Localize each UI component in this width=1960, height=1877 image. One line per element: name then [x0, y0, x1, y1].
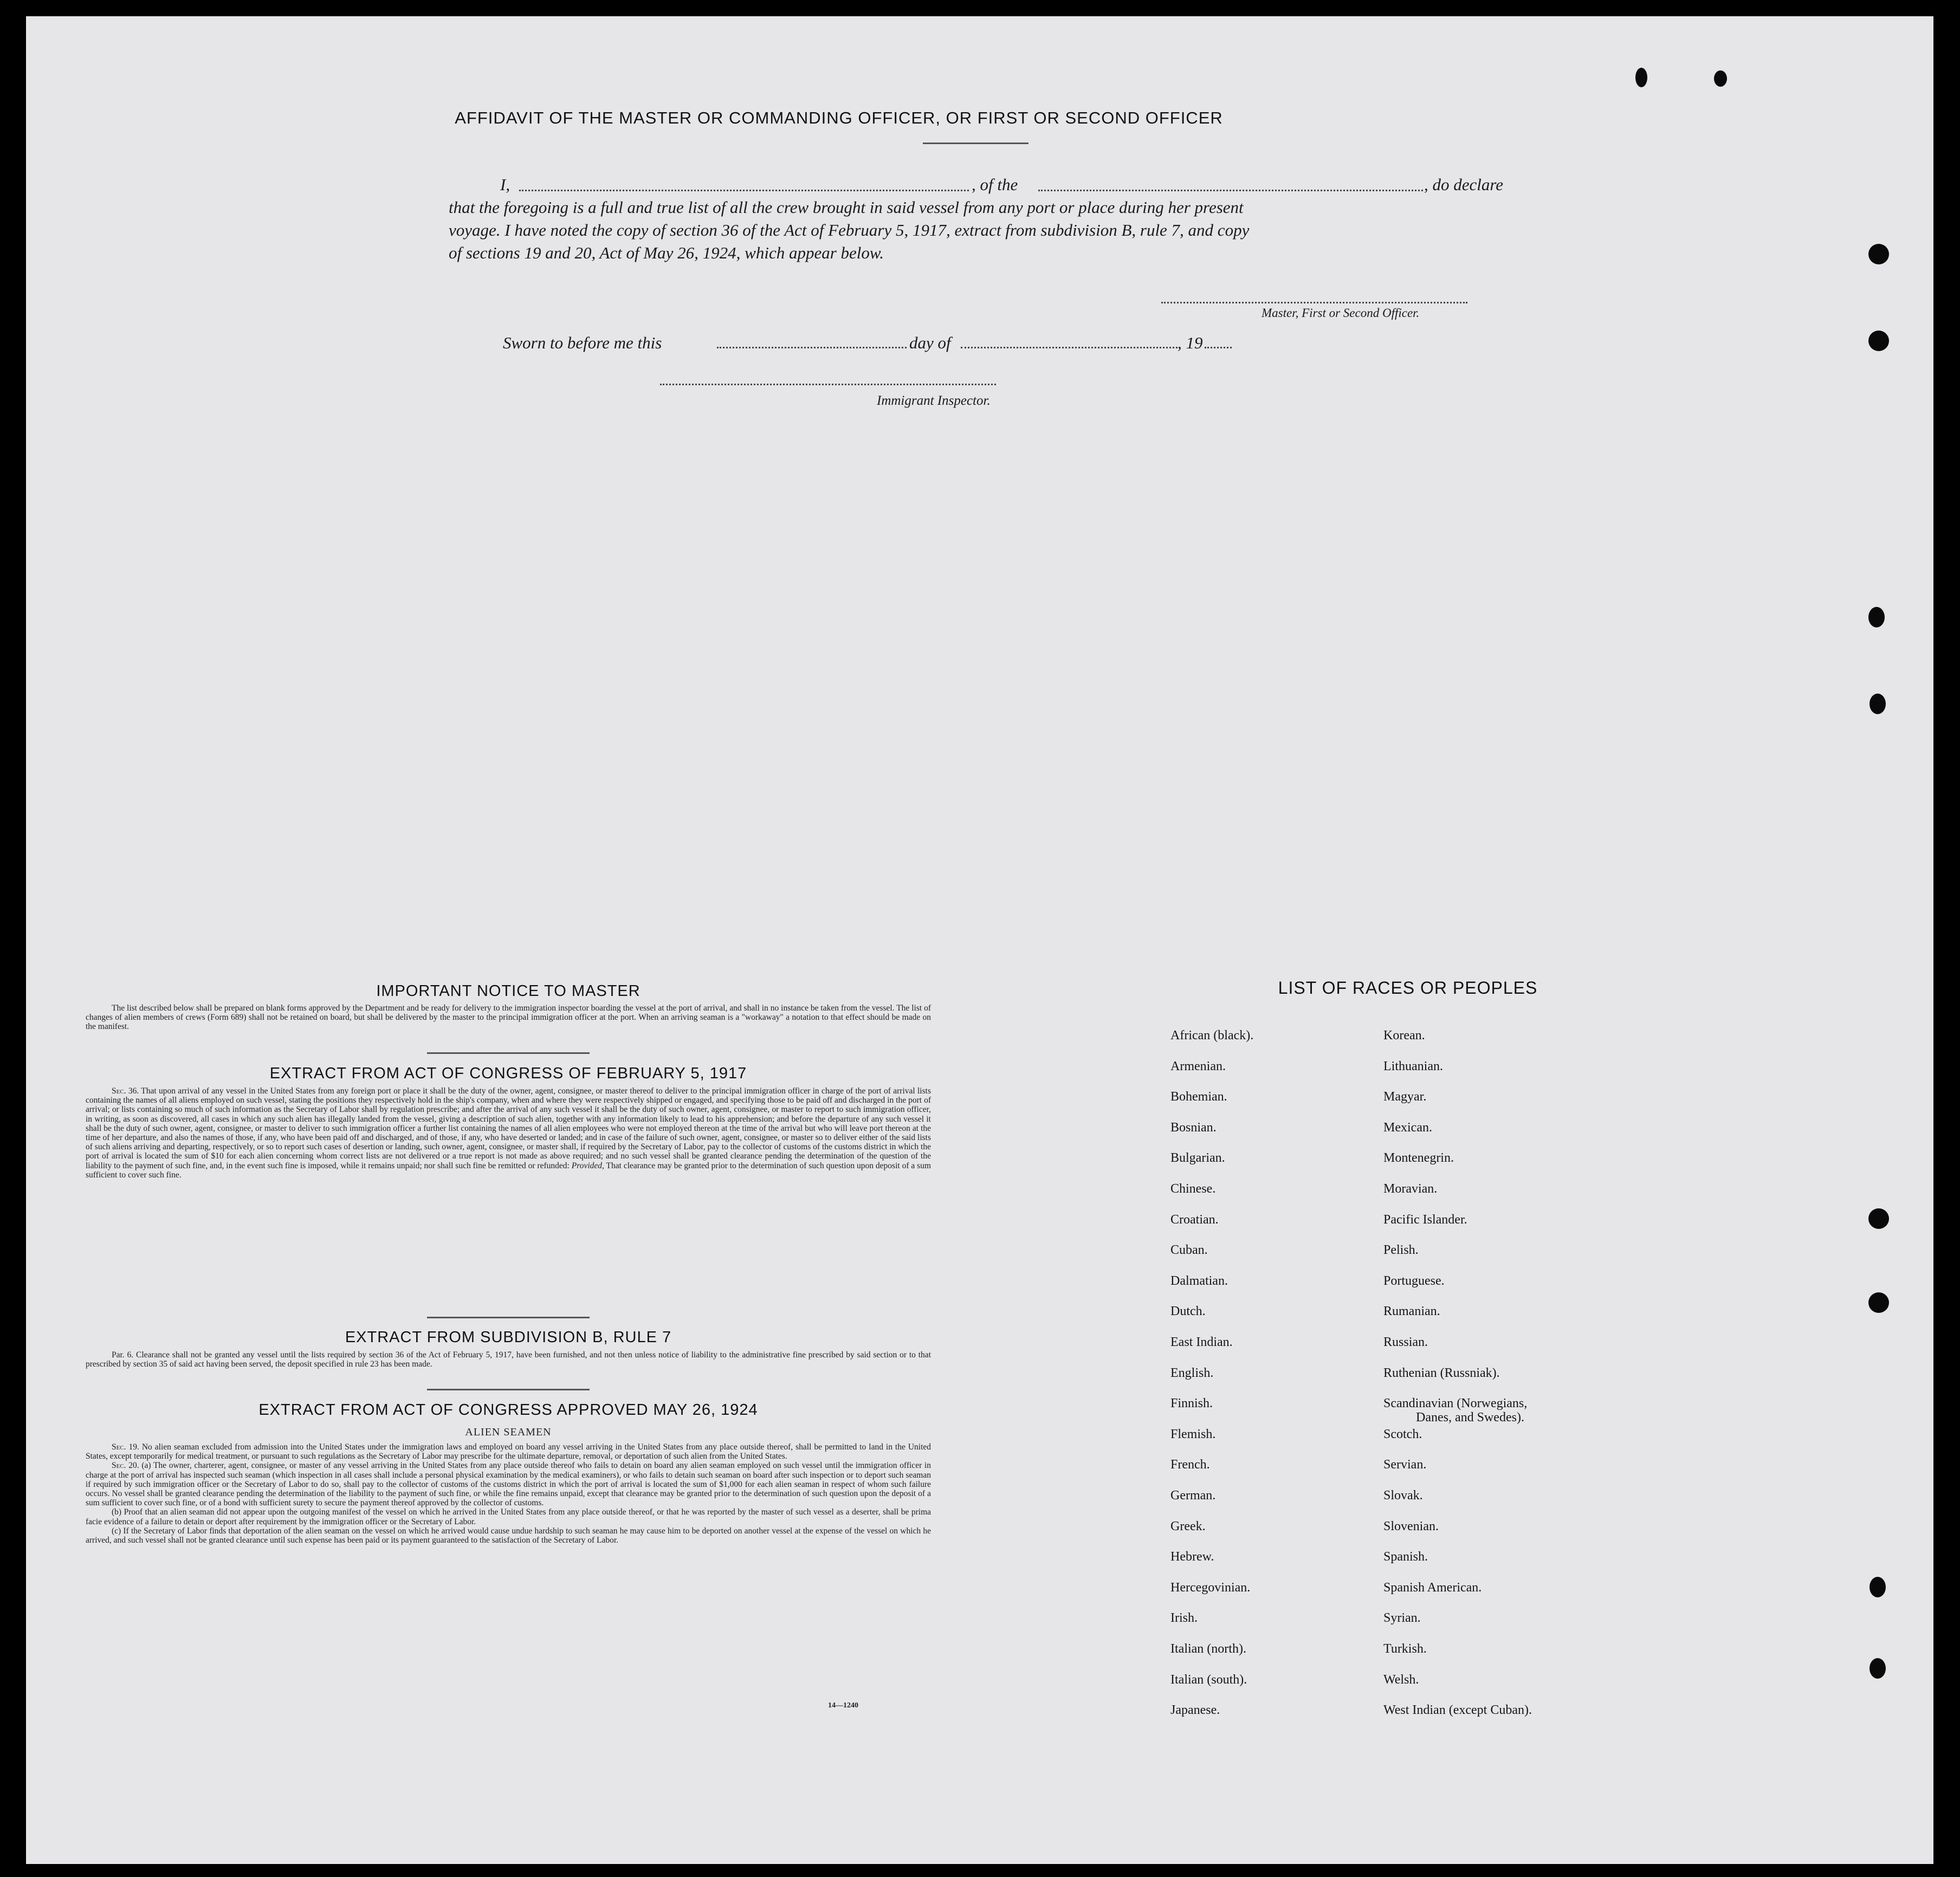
punch-hole [1868, 244, 1889, 264]
affidavit-of-the: , of the [972, 175, 1018, 194]
race-item: Bulgarian. [1170, 1151, 1225, 1165]
master-signature-line[interactable] [1161, 302, 1467, 303]
sworn-year-field[interactable] [1205, 347, 1232, 348]
race-item: Lithuanian. [1383, 1059, 1443, 1073]
sworn-day-field[interactable] [717, 347, 907, 348]
race-item: English. [1170, 1366, 1214, 1380]
punch-hole [1870, 1658, 1886, 1679]
affidavit-line2: that the foregoing is a full and true list of all the crew brought in said vessel from any port or place during her present [449, 198, 1244, 217]
divider [427, 1317, 590, 1318]
race-item: Slovenian. [1383, 1519, 1439, 1533]
document-page [26, 16, 1933, 1864]
race-item: Montenegrin. [1383, 1151, 1454, 1165]
sworn-prefix: Sworn to before me this [503, 333, 662, 352]
race-item: Croatian. [1170, 1213, 1219, 1227]
race-item: Greek. [1170, 1519, 1206, 1533]
punch-hole [1868, 331, 1889, 351]
name-field[interactable] [519, 190, 969, 191]
race-item: French. [1170, 1458, 1210, 1472]
punch-hole [1868, 607, 1885, 627]
notice-title: IMPORTANT NOTICE TO MASTER [376, 982, 641, 1000]
race-item: Moravian. [1383, 1182, 1438, 1196]
race-item: Spanish American. [1383, 1581, 1482, 1595]
sworn-month-field[interactable] [961, 347, 1178, 348]
punch-hole [1868, 1208, 1889, 1229]
extract-1924-title: EXTRACT FROM ACT OF CONGRESS APPROVED MAY 26, 1924 [258, 1401, 758, 1419]
inspector-signature-line[interactable] [660, 384, 996, 385]
punch-hole [1714, 70, 1727, 87]
race-item: Hebrew. [1170, 1550, 1214, 1564]
title-underline [923, 143, 1028, 144]
extract-1924-body: Sec. 19. No alien seaman excluded from admission into the United States under the immigration laws and employed on board any vessel arriving in the United States from any place outside thereof, shall be permitted to land in the United States, except temporarily for medical treatment, or pursuant to such regulations as the Secretary of Labor may prescribe for the ultimate departure, removal, or deportation of such alien from the United States. Sec. 20. (a) The owner, charterer, agent, consignee, or master of any vessel arriving in the United States from any place outside thereof who fails to detain on board any alien seaman employed on such vessel until the immigration officer in charge at the port of arrival has inspected such seaman (which inspection in all cases shall include a personal physical examination by the medical examiners), or who fails to detain such seaman on board after such inspection or to deport such seaman if required by such immigration officer or the Secretary of Labor to do so, shall pay to the collector of customs of the customs district in which the port of arrival is located the sum of $1,000 for each alien seaman in respect of whom such failure occurs. No vessel shall be granted clearance pending the determination of the liability to the payment of such fine, or while the fine remains unpaid, except that clearance may be granted prior to the determination of such question upon the deposit of a sum sufficient to cover such fine, or of a bond with sufficient surety to secure the payment thereof approved by the collector of customs. (b) Proof that an alien seaman did not appear upon the outgoing manifest of the vessel on which he arrived in the United States from any place outside thereof, or that he was reported by the master of such vessel as a deserter, shall be prima facie evidence of a failure to detain or deport after requirement by the immigration officer or the Secretary of Labor. (c) If the Secretary of Labor finds that deportation of the alien seaman on the vessel on which he arrived would cause undue hardship to such seaman he may cause him to be deported on another vessel at the expense of the vessel on which he arrived, and such vessel shall not be granted clearance until such expense has been paid or its payment guaranteed to the satisfaction of the Secretary of Labor. [86, 1442, 932, 1545]
race-item: Bohemian. [1170, 1090, 1227, 1104]
race-item: Scandinavian (Norwegians, [1383, 1396, 1528, 1410]
race-item: Servian. [1383, 1458, 1427, 1472]
races-list [1170, 1028, 1658, 1744]
affidavit-line4: of sections 19 and 20, Act of May 26, 1924, which appear below. [449, 243, 884, 262]
inspector-label: Immigrant Inspector. [877, 393, 991, 408]
extract-rule7-title: EXTRACT FROM SUBDIVISION B, RULE 7 [345, 1329, 672, 1346]
punch-hole [1870, 694, 1886, 714]
race-item: Portuguese. [1383, 1274, 1445, 1288]
race-item: Pacific Islander. [1383, 1213, 1467, 1227]
notice-body: The list described below shall be prepared on blank forms approved by the Department and be ready for delivery to the immigration inspector boarding the vessel at the port of arrival, and shall in no instance be taken from the vessel. The list of changes of alien members of crews (Form 689) shall not be retained on board, but shall be delivered by the master to the principal immigration officer at the port. When an arriving seaman is a "workaway" a notation to that effect should be made on the manifest. [86, 1004, 931, 1032]
race-item: Italian (south). [1170, 1673, 1247, 1687]
divider [427, 1389, 590, 1390]
punch-hole [1635, 68, 1647, 87]
race-item: African (black). [1170, 1028, 1254, 1043]
race-item: Syrian. [1383, 1611, 1421, 1625]
race-item: Dalmatian. [1170, 1274, 1228, 1288]
race-item: Dutch. [1170, 1304, 1206, 1318]
divider [427, 1052, 590, 1054]
race-item: Korean. [1383, 1028, 1425, 1043]
race-item: Slovak. [1383, 1488, 1423, 1503]
race-item: Ruthenian (Russniak). [1383, 1366, 1500, 1380]
affidavit-do-declare: , do declare [1424, 175, 1504, 194]
race-item: Spanish. [1383, 1550, 1428, 1564]
race-item: Russian. [1383, 1335, 1428, 1349]
sworn-year: , 19 [1178, 333, 1203, 352]
race-item: Turkish. [1383, 1642, 1427, 1656]
master-signature-label: Master, First or Second Officer. [1262, 306, 1420, 320]
race-item-continuation: Danes, and Swedes). [1416, 1410, 1524, 1425]
race-item: Italian (north). [1170, 1642, 1246, 1656]
alien-seamen-subtitle: ALIEN SEAMEN [465, 1426, 552, 1438]
race-item: Scotch. [1383, 1427, 1422, 1441]
race-item: Irish. [1170, 1611, 1198, 1625]
affidavit-line3: voyage. I have noted the copy of section 36 of the Act of February 5, 1917, extract from subdivision B, rule 7, and copy [449, 221, 1250, 240]
punch-hole [1870, 1577, 1886, 1597]
race-item: Pelish. [1383, 1243, 1419, 1257]
race-item: Japanese. [1170, 1703, 1220, 1717]
race-item: Finnish. [1170, 1396, 1213, 1410]
race-item: Bosnian. [1170, 1121, 1217, 1135]
race-item: Rumanian. [1383, 1304, 1440, 1318]
extract-rule7-body: Par. 6. Clearance shall not be granted any vessel until the lists required by section 36 of the Act of February 5, 1917, have been furnished, and not then unless notice of liability to the administrative fine prescribed by said section or to that prescribed by section 35 of said act having been served, the deposit specified in rule 23 has been made. [86, 1350, 931, 1369]
race-item: Chinese. [1170, 1182, 1216, 1196]
extract-1917-title: EXTRACT FROM ACT OF CONGRESS OF FEBRUARY 5, 1917 [269, 1065, 747, 1082]
race-item: Hercegovinian. [1170, 1581, 1251, 1595]
race-item: Cuban. [1170, 1243, 1208, 1257]
affidavit-i: I, [500, 175, 510, 194]
sworn-day-of: day of [909, 333, 951, 352]
race-item: Welsh. [1383, 1673, 1419, 1687]
race-item: Armenian. [1170, 1059, 1226, 1073]
race-item: Magyar. [1383, 1090, 1427, 1104]
race-item: West Indian (except Cuban). [1383, 1703, 1532, 1717]
race-item: Flemish. [1170, 1427, 1216, 1441]
race-item: Mexican. [1383, 1121, 1432, 1135]
vessel-field[interactable] [1038, 190, 1423, 191]
form-number: 14—1240 [828, 1701, 858, 1710]
punch-hole [1868, 1292, 1889, 1313]
affidavit-title: AFFIDAVIT OF THE MASTER OR COMMANDING OFFICER, OR FIRST OR SECOND OFFICER [455, 108, 1223, 127]
race-item: German. [1170, 1488, 1216, 1503]
extract-1917-body: Sec. 36. That upon arrival of any vessel in the United States from any foreign port or place it shall be the duty of the owner, agent, consignee, or master thereof to deliver to the principal immigration officer in charge of the port of arrival lists containing the names of all aliens employed on such vessel, stating the positions they respectively hold in the ship's company, when and where they were respectively shipped or engaged, and specifying those to be paid off and discharged in the port of arrival; or lists containing so much of such information as the Secretary of Labor shall by regulation prescribe; and after the arrival of any such vessel it shall be the duty of such owner, agent, consignee, or master to report to such immigration officer, in writing, as soon as discovered, all cases in which any such alien has illegally landed from the vessel, giving a description of such alien, together with any information likely to lead to his apprehension; and before the departure of any such vessel it shall be the duty of such owner, agent, consignee, or master to deliver to such immigration officer a further list containing the names of all alien employees who were not employed thereon at the time of the arrival but who will leave port thereon at the time of her departure, and also the names of those, if any, who have been paid off and discharged, and of those, if any, who have deserted or landed; and in case of the failure of such owner, agent, consignee, or master so to deliver either of the said lists of such aliens arriving and departing, respectively, or so to report such cases of desertion or landing, such owner, agent, consignee, or master shall, if required by the Secretary of Labor, pay to the collector of customs of the customs district in which the port of arrival is located the sum of $10 for each alien concerning whom correct lists are not delivered or a true report is not made as above required; and no such vessel shall be granted clearance pending the determination of the question of the liability to the payment of such fine, and, in the event such fine is imposed, while it remains unpaid; nor shall such fine be remitted or refunded: Provided, That clearance may be granted prior to the determination of such question upon deposit of a sum sufficient to cover such fine. [86, 1086, 931, 1180]
race-item: East Indian. [1170, 1335, 1233, 1349]
races-title: LIST OF RACES OR PEOPLES [1278, 978, 1538, 998]
